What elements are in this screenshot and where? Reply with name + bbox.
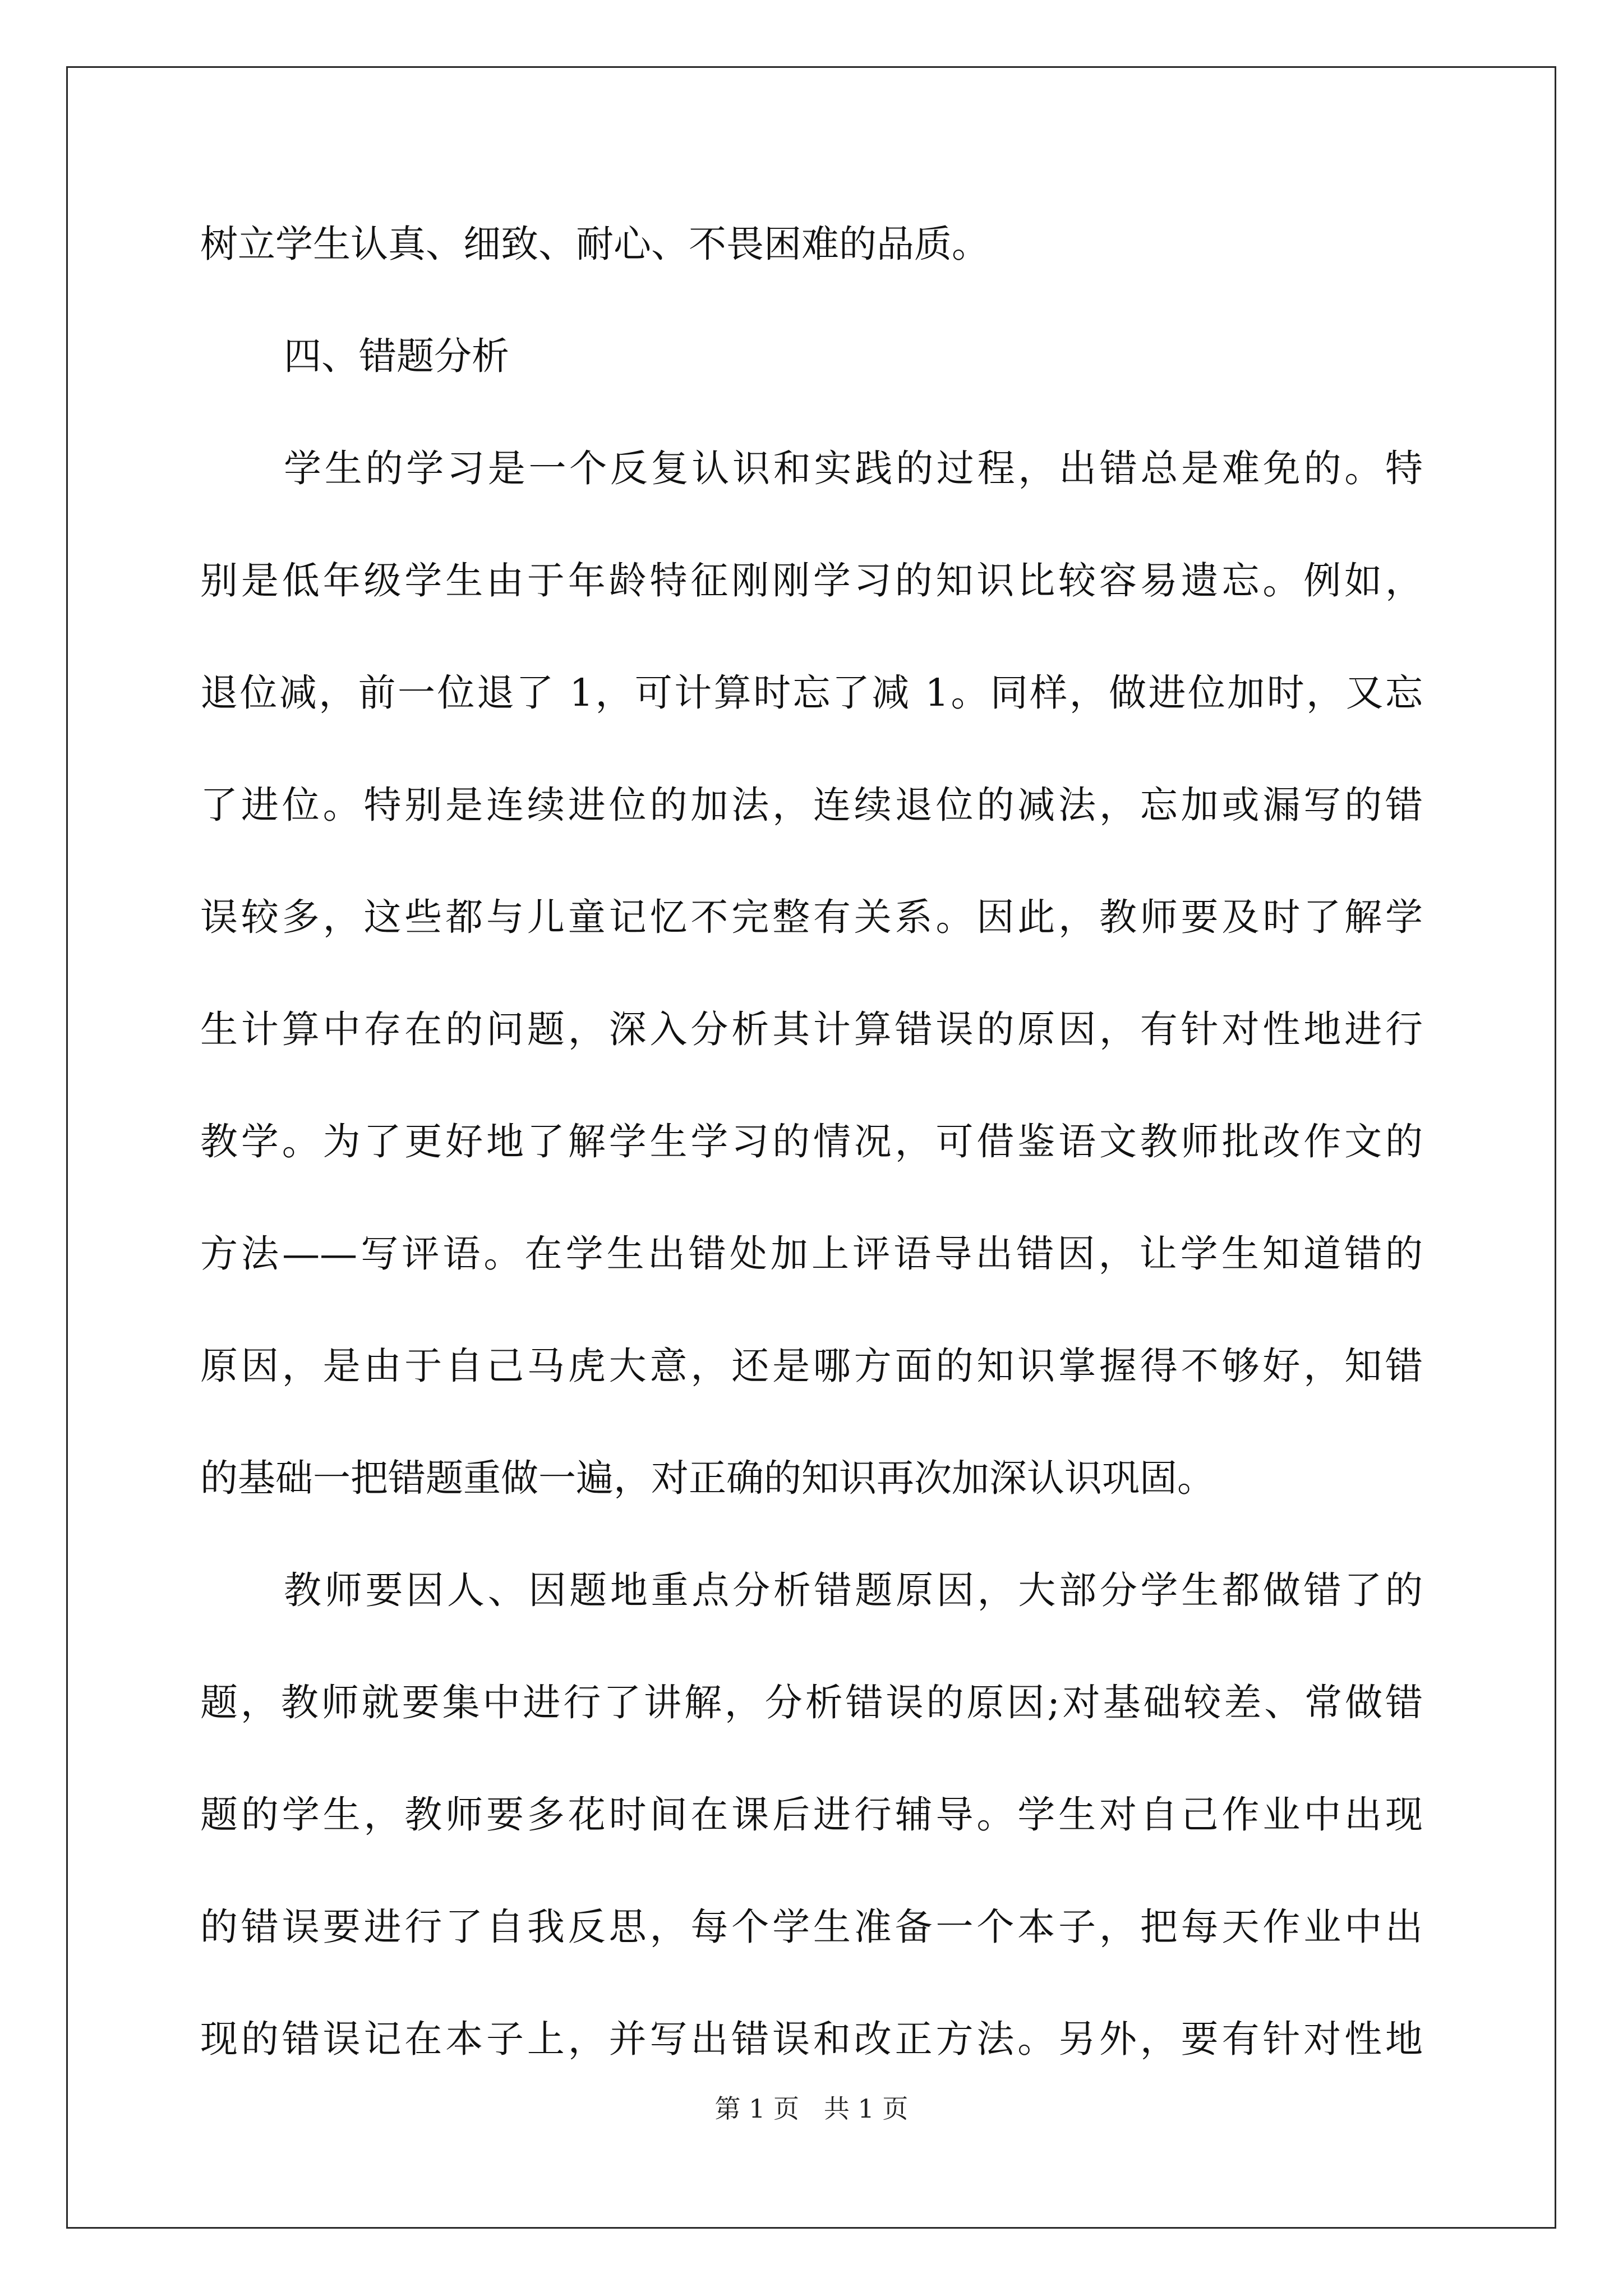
body-line-3: 学生的学习是一个反复认识和实践的过程，出错总是难免的。特 bbox=[284, 447, 1423, 490]
page-footer: 第 1 页 共 1 页 bbox=[714, 2093, 909, 2124]
body-line-14: 题，教师就要集中进行了讲解，分析错误的原因;对基础较差、常做错 bbox=[200, 1681, 1423, 1724]
body-line-8: 生计算中存在的问题，深入分析其计算错误的原因，有针对性地进行 bbox=[200, 1007, 1423, 1051]
body-line-15: 题的学生，教师要多花时间在课后进行辅导。学生对自己作业中出现 bbox=[200, 1793, 1423, 1837]
body-line-7: 误较多，这些都与儿童记忆不完整有关系。因此，教师要及时了解学 bbox=[200, 895, 1423, 939]
body-line-9: 教学。为了更好地了解学生学习的情况，可借鉴语文教师批改作文的 bbox=[200, 1120, 1423, 1163]
section-heading: 四、错题分析 bbox=[284, 334, 509, 378]
body-line-16: 的错误要进行了自我反思，每个学生准备一个本子，把每天作业中出 bbox=[200, 1905, 1423, 1949]
body-line-13: 教师要因人、因题地重点分析错题原因，大部分学生都做错了的 bbox=[284, 1568, 1423, 1612]
body-line-1: 树立学生认真、细致、耐心、不畏困难的品质。 bbox=[200, 222, 989, 266]
body-line-6: 了进位。特别是连续进位的加法，连续退位的减法，忘加或漏写的错 bbox=[200, 783, 1423, 827]
body-line-5: 退位减，前一位退了 1，可计算时忘了减 1。同样，做进位加时，又忘 bbox=[200, 671, 1423, 715]
body-line-17: 现的错误记在本子上，并写出错误和改正方法。另外，要有针对性地 bbox=[200, 2017, 1423, 2061]
body-line-10: 方法——写评语。在学生出错处加上评语导出错因，让学生知道错的 bbox=[200, 1232, 1423, 1276]
body-line-4: 别是低年级学生由于年龄特征刚刚学习的知识比较容易遗忘。例如， bbox=[200, 559, 1423, 602]
body-line-12: 的基础一把错题重做一遍，对正确的知识再次加深认识巩固。 bbox=[200, 1456, 1215, 1500]
body-line-11: 原因，是由于自己马虎大意，还是哪方面的知识掌握得不够好，知错 bbox=[200, 1344, 1423, 1388]
